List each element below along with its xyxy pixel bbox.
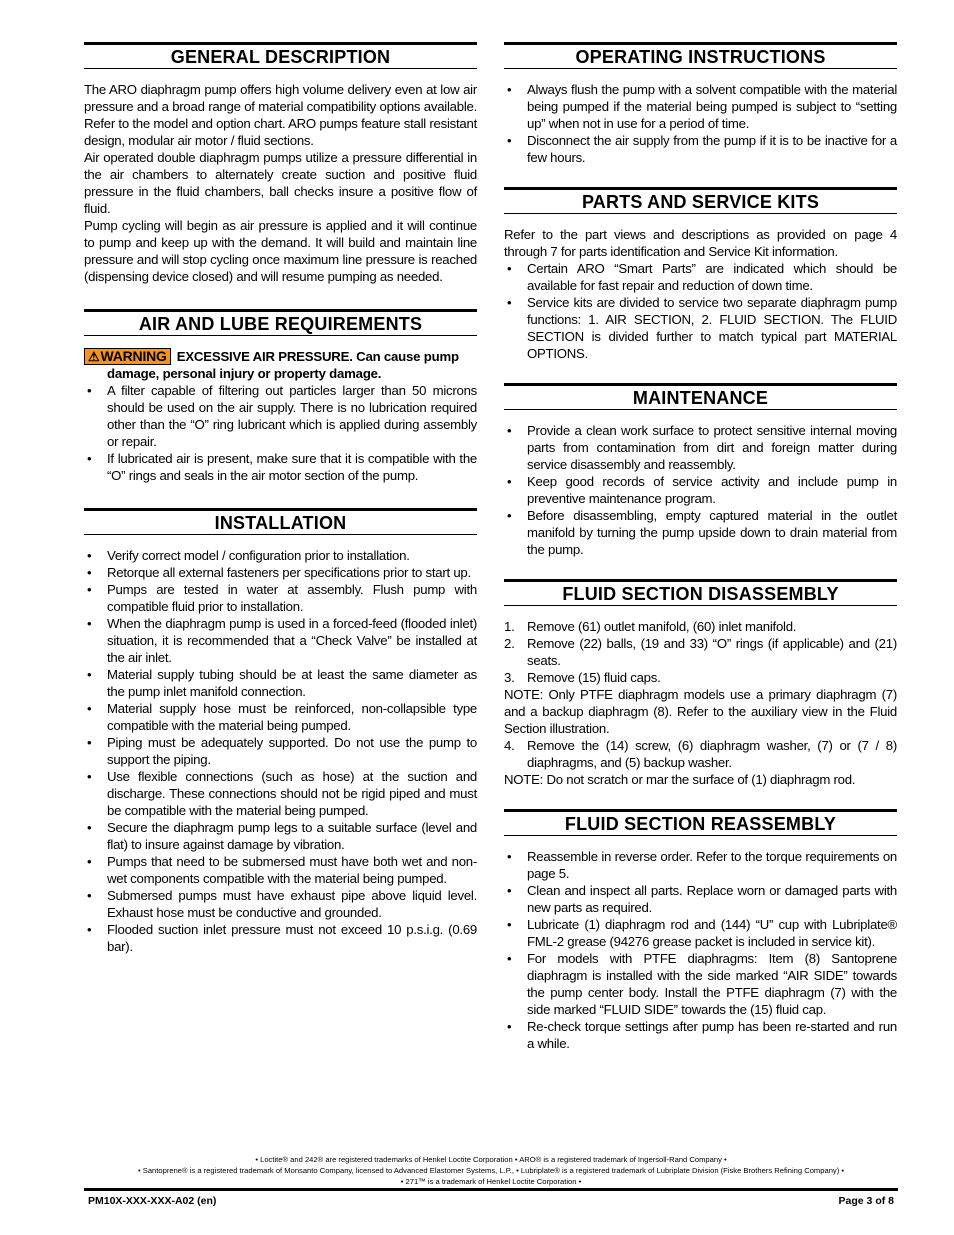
list-item: • Secure the diaphragm pump legs to a suitable surface (level and flat) to insure against damage by vibration. <box>84 819 477 853</box>
bullet-list <box>504 81 897 166</box>
warning-triangle-icon: ⚠ <box>88 349 100 364</box>
list-item: • For models with PTFE diaphragms: Item (8) Santoprene diaphragm is installed with the side marked “AIR SIDE” towards the pump center body. Install the PTFE diaphragm (7) with the side marked “FLUID SIDE” towards the (15) fluid cap. <box>504 950 897 1018</box>
trademark-footnotes <box>84 1154 898 1187</box>
parts-service-kits-section <box>504 187 897 362</box>
section-heading: PARTS AND SERVICE KITS <box>504 187 897 214</box>
numbered-list <box>504 618 897 686</box>
section-heading: OPERATING INSTRUCTIONS <box>504 42 897 69</box>
list-item: 3. Remove (15) fluid caps. <box>504 670 661 685</box>
document-id: PM10X-XXX-XXX-A02 (en) <box>88 1195 217 1207</box>
list-item: • Material supply hose must be reinforced, non-collapsible type compatible with the material being pumped. <box>84 700 477 734</box>
list-item: • Pumps are tested in water at assembly. Flush pump with compatible fluid prior to installation. <box>84 581 477 615</box>
list-item: • Always flush the pump with a solvent compatible with the material being pumped if the material being pumped is subject to “setting up” when not in use for a period of time. <box>504 81 897 132</box>
trademark-line: • Santoprene® is a registered trademark of Monsanto Company, licensed to Advanced Elastomer Systems, L.P., • Lubriplate® is a registered trademark of Lubriplate Division (Fiske Brothers Refining Company) • <box>137 1166 845 1175</box>
list-item: • Disconnect the air supply from the pump if it is to be inactive for a few hours. <box>504 132 897 166</box>
list-item: • Clean and inspect all parts. Replace worn or damaged parts with new parts as required. <box>504 882 897 916</box>
air-lube-section <box>84 309 477 484</box>
list-item: • Keep good records of service activity and include pump in preventive maintenance program. <box>504 473 897 507</box>
paragraph: The ARO diaphragm pump offers high volume delivery even at low air pressure and a broad range of material compatibility options available. Refer to the model and option chart. ARO pumps feature stall resistant design, modular air motor / fluid sections. <box>84 82 477 148</box>
list-item: • Pumps that need to be submersed must have both wet and non-wet components compatible with the material being pumped. <box>84 853 477 887</box>
list-item: • Submersed pumps must have exhaust pipe above liquid level. Exhaust hose must be conductive and grounded. <box>84 887 477 921</box>
list-item: • Certain ARO “Smart Parts” are indicated which should be available for fast repair and reduction of down time. <box>504 260 897 294</box>
warning-text: EXCESSIVE AIR PRESSURE. Can cause pump damage, personal injury or property damage. <box>107 349 459 381</box>
list-item: • Use flexible connections (such as hose) at the suction and discharge. These connections should not be rigid piped and must be compatible with the material being pumped. <box>84 768 477 819</box>
section-heading: AIR AND LUBE REQUIREMENTS <box>84 309 477 336</box>
fluid-reassembly-section <box>504 809 897 1052</box>
list-item: 2. Remove (22) balls, (19 and 33) “O” rings (if applicable) and (21) seats. <box>504 636 897 668</box>
bullet-list <box>504 260 897 362</box>
warning-notice <box>84 348 477 382</box>
list-item: • Piping must be adequately supported. Do not use the pump to support the piping. <box>84 734 477 768</box>
operating-instructions-section <box>504 42 897 166</box>
section-heading: FLUID SECTION REASSEMBLY <box>504 809 897 836</box>
list-item: • Retorque all external fasteners per specifications prior to start up. <box>84 564 477 581</box>
note: NOTE: Only PTFE diaphragm models use a primary diaphragm (7) and a backup diaphragm (8). Refer to the auxiliary view in the Fluid Section illustration. <box>504 687 897 736</box>
left-column <box>84 42 477 973</box>
general-description-section <box>84 42 477 285</box>
trademark-line: • 271™ is a trademark of Henkel Loctite Corporation • <box>400 1177 582 1186</box>
list-item: • Verify correct model / configuration prior to installation. <box>84 547 477 564</box>
list-item: • When the diaphragm pump is used in a forced-feed (flooded inlet) situation, it is recommended that a “Check Valve” be installed at the air inlet. <box>84 615 477 666</box>
paragraph: Air operated double diaphragm pumps utilize a pressure differential in the air chambers to alternately create suction and positive fluid pressure in the fluid chambers, ball checks insure a positive flow of fluid. <box>84 150 477 216</box>
installation-section <box>84 508 477 955</box>
fluid-disassembly-section <box>504 579 897 788</box>
right-column <box>504 42 897 1070</box>
section-heading: INSTALLATION <box>84 508 477 535</box>
list-item: 1. Remove (61) outlet manifold, (60) inlet manifold. <box>504 619 797 634</box>
list-item: • Flooded suction inlet pressure must not exceed 10 p.s.i.g. (0.69 bar). <box>84 921 477 955</box>
maintenance-section <box>504 383 897 558</box>
page-number: Page 3 of 8 <box>838 1195 894 1207</box>
footer-rule <box>84 1188 898 1191</box>
list-item: • Service kits are divided to service two separate diaphragm pump functions: 1. AIR SECTION, 2. FLUID SECTION. The FLUID SECTION is divided further to match typical part MATERIAL OPTIONS. <box>504 294 897 362</box>
section-heading: GENERAL DESCRIPTION <box>84 42 477 69</box>
bullet-list <box>84 547 477 955</box>
list-item: 4. Remove the (14) screw, (6) diaphragm washer, (7) or (7 / 8) diaphragms, and (5) backup washer. <box>504 738 897 770</box>
list-item: • Material supply tubing should be at least the same diameter as the pump inlet manifold connection. <box>84 666 477 700</box>
list-item: • If lubricated air is present, make sure that it is compatible with the “O” rings and seals in the air motor section of the pump. <box>84 450 477 484</box>
list-item: • A filter capable of filtering out particles larger than 50 microns should be used on the air supply. There is no lubrication required other than the “O” ring lubricant which is applied during assembly or repair. <box>84 382 477 450</box>
list-item: • Before disassembling, empty captured material in the outlet manifold by turning the pump upside down to drain material from the pump. <box>504 507 897 558</box>
list-item: • Re-check torque settings after pump has been re-started and run a while. <box>504 1018 897 1052</box>
bullet-list <box>504 848 897 1052</box>
numbered-list <box>504 737 897 771</box>
trademark-line: • Loctite® and 242® are registered trademarks of Henkel Loctite Corporation • ARO® is a registered trademark of Ingersoll-Rand Company • <box>255 1155 727 1164</box>
paragraph: Refer to the part views and descriptions as provided on page 4 through 7 for parts identification and Service Kit information. <box>504 227 897 259</box>
list-item: • Provide a clean work surface to protect sensitive internal moving parts from contamination from dirt and foreign matter during service disassembly and reassembly. <box>504 422 897 473</box>
section-heading: FLUID SECTION DISASSEMBLY <box>504 579 897 606</box>
warning-badge: ⚠WARNING <box>84 348 171 365</box>
bullet-list <box>84 382 477 484</box>
section-heading: MAINTENANCE <box>504 383 897 410</box>
bullet-list <box>504 422 897 558</box>
list-item: • Reassemble in reverse order. Refer to the torque requirements on page 5. <box>504 848 897 882</box>
note: NOTE: Do not scratch or mar the surface of (1) diaphragm rod. <box>504 772 856 787</box>
paragraph: Pump cycling will begin as air pressure is applied and it will continue to pump and keep up with the demand. It will build and maintain line pressure and will stop cycling once maximum line pressure is reached (dispensing device closed) and will resume pumping as needed. <box>84 218 477 284</box>
list-item: • Lubricate (1) diaphragm rod and (144) “U” cup with Lubriplate® FML-2 grease (94276 grease packet is included in service kit). <box>504 916 897 950</box>
